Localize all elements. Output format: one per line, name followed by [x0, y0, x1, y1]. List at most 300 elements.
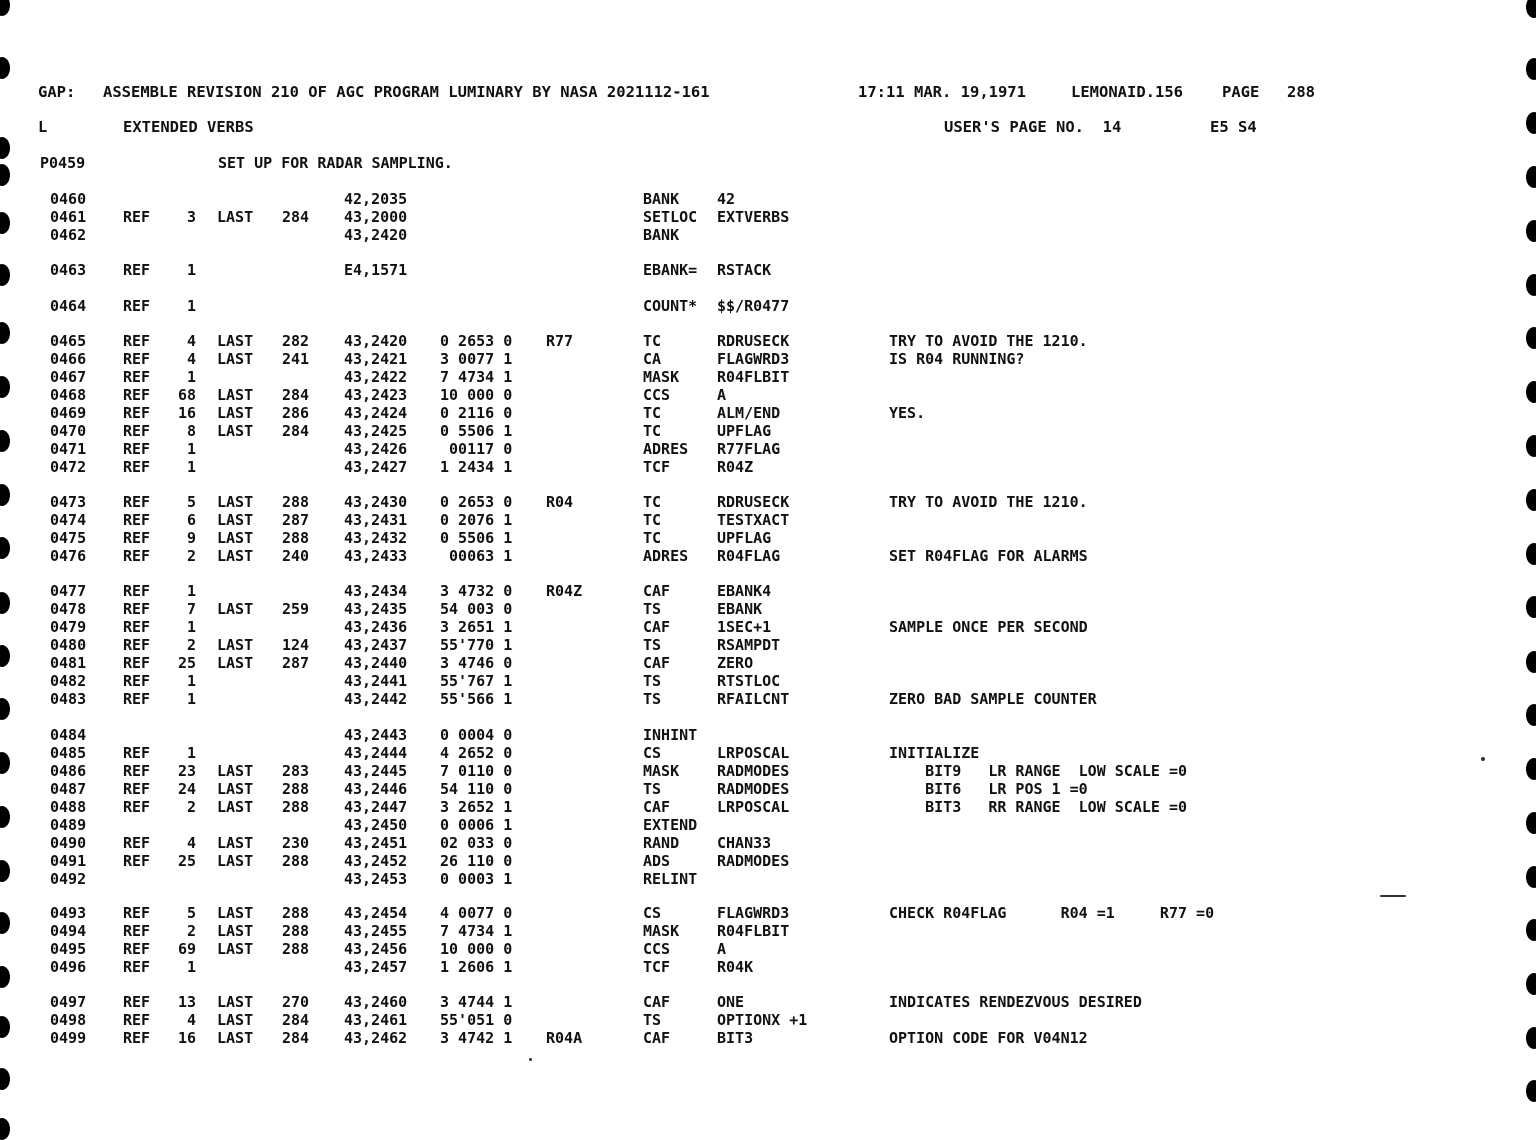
- opcode: EXTEND: [643, 816, 698, 834]
- heading-text: SET UP FOR RADAR SAMPLING.: [218, 154, 453, 172]
- listing-row: [0, 208, 1536, 226]
- opcode: TS: [643, 672, 662, 690]
- last-tag: LAST: [217, 940, 254, 958]
- page-label: PAGE: [1222, 83, 1260, 101]
- ref-count: 2: [186, 798, 196, 816]
- line-number: 0486: [50, 762, 87, 780]
- ref-count: 5: [186, 904, 196, 922]
- subheader-line: [0, 118, 1536, 136]
- ref-tag: REF: [123, 529, 151, 547]
- machine-code: 54 003 0: [440, 600, 513, 618]
- operand: 42: [717, 190, 736, 208]
- machine-code: 0 0006 1: [440, 816, 513, 834]
- scan-speck: [1481, 757, 1485, 761]
- last-page: 288: [282, 798, 310, 816]
- ref-tag: REF: [123, 511, 151, 529]
- machine-code: 0 0003 1: [440, 870, 513, 888]
- last-page: 288: [282, 852, 310, 870]
- listing-row: [0, 904, 1536, 922]
- operand: RADMODES: [717, 780, 790, 798]
- operand: UPFLAG: [717, 529, 772, 547]
- operand: R04FLBIT: [717, 922, 790, 940]
- ref-count: 1: [186, 261, 196, 279]
- opcode: TC: [643, 332, 662, 350]
- operand: EXTVERBS: [717, 208, 790, 226]
- machine-code: 54 110 0: [440, 780, 513, 798]
- last-page: 287: [282, 654, 310, 672]
- comment: BIT6 LR POS 1 =0: [889, 780, 1088, 798]
- line-number: 0460: [50, 190, 87, 208]
- listing-row: [0, 297, 1536, 315]
- last-tag: LAST: [217, 404, 254, 422]
- operand: R04FLBIT: [717, 368, 790, 386]
- ref-count: 4: [186, 1011, 196, 1029]
- line-number: 0496: [50, 958, 87, 976]
- line-number: 0470: [50, 422, 87, 440]
- listing-row: [0, 654, 1536, 672]
- ref-count: 13: [177, 993, 196, 1011]
- ref-tag: REF: [123, 618, 151, 636]
- last-page: 288: [282, 922, 310, 940]
- user-page-number: USER'S PAGE NO. 14: [944, 118, 1122, 136]
- line-number: 0463: [50, 261, 87, 279]
- ref-count: 1: [186, 672, 196, 690]
- address: 43,2427: [344, 458, 408, 476]
- last-tag: LAST: [217, 493, 254, 511]
- last-tag: LAST: [217, 208, 254, 226]
- opcode: BANK: [643, 226, 680, 244]
- listing-row: [0, 816, 1536, 834]
- operand: FLAGWRD3: [717, 904, 790, 922]
- assembly-timestamp: 17:11 MAR. 19,1971: [858, 83, 1026, 101]
- last-tag: LAST: [217, 834, 254, 852]
- machine-code: 00063 1: [440, 547, 513, 565]
- line-number: 0491: [50, 852, 87, 870]
- line-number: 0467: [50, 368, 87, 386]
- opcode: TS: [643, 1011, 662, 1029]
- address: E4,1571: [344, 261, 408, 279]
- ref-count: 3: [186, 208, 196, 226]
- last-page: 288: [282, 529, 310, 547]
- opcode: ADRES: [643, 547, 689, 565]
- line-number: 0495: [50, 940, 87, 958]
- operand: BIT3: [717, 1029, 754, 1047]
- operand: RADMODES: [717, 762, 790, 780]
- ref-tag: REF: [123, 582, 151, 600]
- address: 43,2441: [344, 672, 408, 690]
- line-number: 0469: [50, 404, 87, 422]
- opcode: EBANK=: [643, 261, 698, 279]
- ref-tag: REF: [123, 744, 151, 762]
- listing-row: [0, 458, 1536, 476]
- listing-row: [0, 493, 1536, 511]
- line-number: 0492: [50, 870, 87, 888]
- address: 43,2462: [344, 1029, 408, 1047]
- address: 43,2425: [344, 422, 408, 440]
- opcode: MASK: [643, 922, 680, 940]
- operand: CHAN33: [717, 834, 772, 852]
- last-page: 124: [282, 636, 310, 654]
- opcode: CCS: [643, 386, 671, 404]
- machine-code: 55'767 1: [440, 672, 513, 690]
- listing-row: [0, 529, 1536, 547]
- machine-code: 1 2606 1: [440, 958, 513, 976]
- ref-tag: REF: [123, 422, 151, 440]
- line-number: 0475: [50, 529, 87, 547]
- ref-count: 1: [186, 297, 196, 315]
- address: 43,2435: [344, 600, 408, 618]
- operand: ZERO: [717, 654, 754, 672]
- ref-tag: REF: [123, 208, 151, 226]
- opcode: MASK: [643, 762, 680, 780]
- address: 43,2454: [344, 904, 408, 922]
- address: 43,2451: [344, 834, 408, 852]
- opcode: TCF: [643, 958, 671, 976]
- address: 43,2434: [344, 582, 408, 600]
- comment: IS R04 RUNNING?: [889, 350, 1025, 368]
- opcode: TC: [643, 529, 662, 547]
- ref-count: 1: [186, 440, 196, 458]
- address: 43,2432: [344, 529, 408, 547]
- ref-tag: REF: [123, 1029, 151, 1047]
- operand: LRPOSCAL: [717, 744, 790, 762]
- ref-count: 4: [186, 834, 196, 852]
- ref-count: 25: [177, 654, 196, 672]
- ref-count: 1: [186, 618, 196, 636]
- line-number: 0477: [50, 582, 87, 600]
- last-page: 241: [282, 350, 310, 368]
- ref-tag: REF: [123, 458, 151, 476]
- listing-row: [0, 993, 1536, 1011]
- header-line: [0, 83, 1536, 101]
- line-number: 0483: [50, 690, 87, 708]
- ref-tag: REF: [123, 547, 151, 565]
- operand: RFAILCNT: [717, 690, 790, 708]
- machine-code: 26 110 0: [440, 852, 513, 870]
- listing-row: [0, 511, 1536, 529]
- line-number: 0488: [50, 798, 87, 816]
- listing-row: [0, 600, 1536, 618]
- address: 43,2433: [344, 547, 408, 565]
- machine-code: 55'566 1: [440, 690, 513, 708]
- opcode: COUNT*: [643, 297, 698, 315]
- operand: $$/R0477: [717, 297, 790, 315]
- listing-row: [0, 386, 1536, 404]
- last-page: 288: [282, 940, 310, 958]
- comment: SET R04FLAG FOR ALARMS: [889, 547, 1088, 565]
- ref-tag: REF: [123, 404, 151, 422]
- address: 43,2430: [344, 493, 408, 511]
- last-tag: LAST: [217, 798, 254, 816]
- comment: BIT3 RR RANGE LOW SCALE =0: [889, 798, 1188, 816]
- machine-code: 3 2652 1: [440, 798, 513, 816]
- address: 43,2426: [344, 440, 408, 458]
- last-page: 284: [282, 386, 310, 404]
- line-number: 0487: [50, 780, 87, 798]
- last-page: 288: [282, 904, 310, 922]
- line-number: 0481: [50, 654, 87, 672]
- address: 42,2035: [344, 190, 408, 208]
- address: 43,2436: [344, 618, 408, 636]
- machine-code: 0 2116 0: [440, 404, 513, 422]
- address: 43,2421: [344, 350, 408, 368]
- opcode: TS: [643, 780, 662, 798]
- comment: TRY TO AVOID THE 1210.: [889, 332, 1088, 350]
- log-marker: L: [38, 118, 48, 136]
- listing-row: [0, 834, 1536, 852]
- ref-count: 1: [186, 458, 196, 476]
- ref-tag: REF: [123, 332, 151, 350]
- address: 43,2460: [344, 993, 408, 1011]
- line-number: 0468: [50, 386, 87, 404]
- last-tag: LAST: [217, 547, 254, 565]
- ref-tag: REF: [123, 762, 151, 780]
- symbol-label: R77: [546, 332, 574, 350]
- address: 43,2444: [344, 744, 408, 762]
- listing-row: [0, 852, 1536, 870]
- operand: RSTACK: [717, 261, 772, 279]
- ref-count: 2: [186, 547, 196, 565]
- listing-row: [0, 261, 1536, 279]
- machine-code: 3 4742 1: [440, 1029, 513, 1047]
- machine-code: 3 4744 1: [440, 993, 513, 1011]
- operand: RDRUSECK: [717, 332, 790, 350]
- machine-code: 3 4746 0: [440, 654, 513, 672]
- operand: 1SEC+1: [717, 618, 772, 636]
- address: 43,2431: [344, 511, 408, 529]
- opcode: TS: [643, 690, 662, 708]
- opcode: TC: [643, 404, 662, 422]
- address: 43,2447: [344, 798, 408, 816]
- listing-row: [0, 762, 1536, 780]
- ref-count: 16: [177, 1029, 196, 1047]
- last-page: 270: [282, 993, 310, 1011]
- line-number: 0462: [50, 226, 87, 244]
- ref-count: 1: [186, 368, 196, 386]
- ref-count: 4: [186, 350, 196, 368]
- operand: TESTXACT: [717, 511, 790, 529]
- ref-count: 9: [186, 529, 196, 547]
- comment: BIT9 LR RANGE LOW SCALE =0: [889, 762, 1188, 780]
- ref-tag: REF: [123, 958, 151, 976]
- opcode: INHINT: [643, 726, 698, 744]
- listing-row: [0, 1029, 1536, 1047]
- line-number: 0464: [50, 297, 87, 315]
- line-number: 0484: [50, 726, 87, 744]
- opcode: SETLOC: [643, 208, 698, 226]
- listing-row: [0, 332, 1536, 350]
- ref-count: 2: [186, 636, 196, 654]
- machine-code: 3 2651 1: [440, 618, 513, 636]
- comment: YES.: [889, 404, 926, 422]
- ref-tag: REF: [123, 493, 151, 511]
- address: 43,2422: [344, 368, 408, 386]
- last-tag: LAST: [217, 529, 254, 547]
- listing-row: [0, 744, 1536, 762]
- machine-code: 4 0077 0: [440, 904, 513, 922]
- listing-row: [0, 870, 1536, 888]
- line-number: 0471: [50, 440, 87, 458]
- last-page: 282: [282, 332, 310, 350]
- operand: RADMODES: [717, 852, 790, 870]
- listing-row: [0, 726, 1536, 744]
- operand: RSAMPDT: [717, 636, 781, 654]
- opcode: TC: [643, 493, 662, 511]
- listing-row: [0, 404, 1536, 422]
- operand: R04Z: [717, 458, 754, 476]
- last-tag: LAST: [217, 993, 254, 1011]
- comment: INDICATES RENDEZVOUS DESIRED: [889, 993, 1142, 1011]
- ref-tag: REF: [123, 386, 151, 404]
- ref-tag: REF: [123, 440, 151, 458]
- operand: FLAGWRD3: [717, 350, 790, 368]
- opcode: CCS: [643, 940, 671, 958]
- opcode: CAF: [643, 993, 671, 1011]
- machine-code: 0 2653 0: [440, 493, 513, 511]
- ref-count: 69: [177, 940, 196, 958]
- operand: OPTIONX +1: [717, 1011, 808, 1029]
- last-tag: LAST: [217, 1011, 254, 1029]
- ref-tag: REF: [123, 368, 151, 386]
- machine-code: 00117 0: [440, 440, 513, 458]
- line-number: 0489: [50, 816, 87, 834]
- document-title: ASSEMBLE REVISION 210 OF AGC PROGRAM LUMINARY BY NASA 2021112-161: [103, 83, 710, 101]
- last-page: 286: [282, 404, 310, 422]
- ref-count: 16: [177, 404, 196, 422]
- heading-number: P0459: [40, 154, 86, 172]
- last-tag: LAST: [217, 350, 254, 368]
- ref-tag: REF: [123, 922, 151, 940]
- address: 43,2420: [344, 226, 408, 244]
- line-number: 0476: [50, 547, 87, 565]
- assembly-name: LEMONAID.156: [1071, 83, 1183, 101]
- comment: SAMPLE ONCE PER SECOND: [889, 618, 1088, 636]
- opcode: RELINT: [643, 870, 698, 888]
- line-number: 0465: [50, 332, 87, 350]
- machine-code: 3 4732 0: [440, 582, 513, 600]
- ref-count: 5: [186, 493, 196, 511]
- opcode: TS: [643, 600, 662, 618]
- ref-tag: REF: [123, 297, 151, 315]
- ref-count: 1: [186, 582, 196, 600]
- last-page: 283: [282, 762, 310, 780]
- ref-tag: REF: [123, 940, 151, 958]
- address: 43,2457: [344, 958, 408, 976]
- operand: EBANK4: [717, 582, 772, 600]
- symbol-label: R04A: [546, 1029, 583, 1047]
- ref-count: 6: [186, 511, 196, 529]
- ref-tag: REF: [123, 672, 151, 690]
- listing-row: [0, 922, 1536, 940]
- line-number: 0497: [50, 993, 87, 1011]
- listing-row: [0, 190, 1536, 208]
- line-number: 0498: [50, 1011, 87, 1029]
- ref-count: 68: [177, 386, 196, 404]
- line-number: 0474: [50, 511, 87, 529]
- opcode: CS: [643, 904, 662, 922]
- listing-row: [0, 690, 1536, 708]
- address: 43,2445: [344, 762, 408, 780]
- ref-tag: REF: [123, 798, 151, 816]
- line-number: 0490: [50, 834, 87, 852]
- ref-count: 4: [186, 332, 196, 350]
- ref-tag: REF: [123, 852, 151, 870]
- line-number: 0466: [50, 350, 87, 368]
- scan-speck: [529, 1058, 532, 1061]
- section-title: EXTENDED VERBS: [123, 118, 254, 136]
- last-page: 284: [282, 1011, 310, 1029]
- listing-row: [0, 636, 1536, 654]
- line-number: 0480: [50, 636, 87, 654]
- address: 43,2437: [344, 636, 408, 654]
- ref-count: 24: [177, 780, 196, 798]
- symbol-label: R04Z: [546, 582, 583, 600]
- machine-code: 55'051 0: [440, 1011, 513, 1029]
- last-page: 284: [282, 208, 310, 226]
- opcode: TC: [643, 511, 662, 529]
- machine-code: 4 2652 0: [440, 744, 513, 762]
- address: 43,2000: [344, 208, 408, 226]
- address: 43,2453: [344, 870, 408, 888]
- last-page: 288: [282, 780, 310, 798]
- listing-row: [0, 368, 1536, 386]
- opcode: CA: [643, 350, 662, 368]
- last-tag: LAST: [217, 904, 254, 922]
- listing-row: [0, 350, 1536, 368]
- last-page: 284: [282, 1029, 310, 1047]
- last-tag: LAST: [217, 852, 254, 870]
- bank-tag: E5 S4: [1210, 118, 1257, 136]
- ref-count: 1: [186, 690, 196, 708]
- line-number: 0482: [50, 672, 87, 690]
- scan-speck: [1380, 895, 1406, 897]
- line-number: 0493: [50, 904, 87, 922]
- last-tag: LAST: [217, 422, 254, 440]
- address: 43,2461: [344, 1011, 408, 1029]
- machine-code: 7 4734 1: [440, 922, 513, 940]
- listing-row: [0, 618, 1536, 636]
- ref-count: 1: [186, 744, 196, 762]
- ref-tag: REF: [123, 1011, 151, 1029]
- last-tag: LAST: [217, 332, 254, 350]
- comment: ZERO BAD SAMPLE COUNTER: [889, 690, 1097, 708]
- listing-row: [0, 440, 1536, 458]
- comment: INITIALIZE: [889, 744, 980, 762]
- machine-code: 0 2076 1: [440, 511, 513, 529]
- page-heading: [0, 154, 1536, 172]
- machine-code: 10 000 0: [440, 386, 513, 404]
- last-page: 284: [282, 422, 310, 440]
- opcode: RAND: [643, 834, 680, 852]
- opcode: CAF: [643, 654, 671, 672]
- machine-code: 55'770 1: [440, 636, 513, 654]
- line-number: 0494: [50, 922, 87, 940]
- opcode: CAF: [643, 798, 671, 816]
- opcode: CAF: [643, 1029, 671, 1047]
- line-number: 0499: [50, 1029, 87, 1047]
- ref-tag: REF: [123, 993, 151, 1011]
- symbol-label: R04: [546, 493, 574, 511]
- ref-count: 1: [186, 958, 196, 976]
- ref-tag: REF: [123, 350, 151, 368]
- line-number: 0472: [50, 458, 87, 476]
- last-tag: LAST: [217, 654, 254, 672]
- ref-tag: REF: [123, 904, 151, 922]
- address: 43,2424: [344, 404, 408, 422]
- line-number: 0461: [50, 208, 87, 226]
- listing-row: [0, 582, 1536, 600]
- opcode: MASK: [643, 368, 680, 386]
